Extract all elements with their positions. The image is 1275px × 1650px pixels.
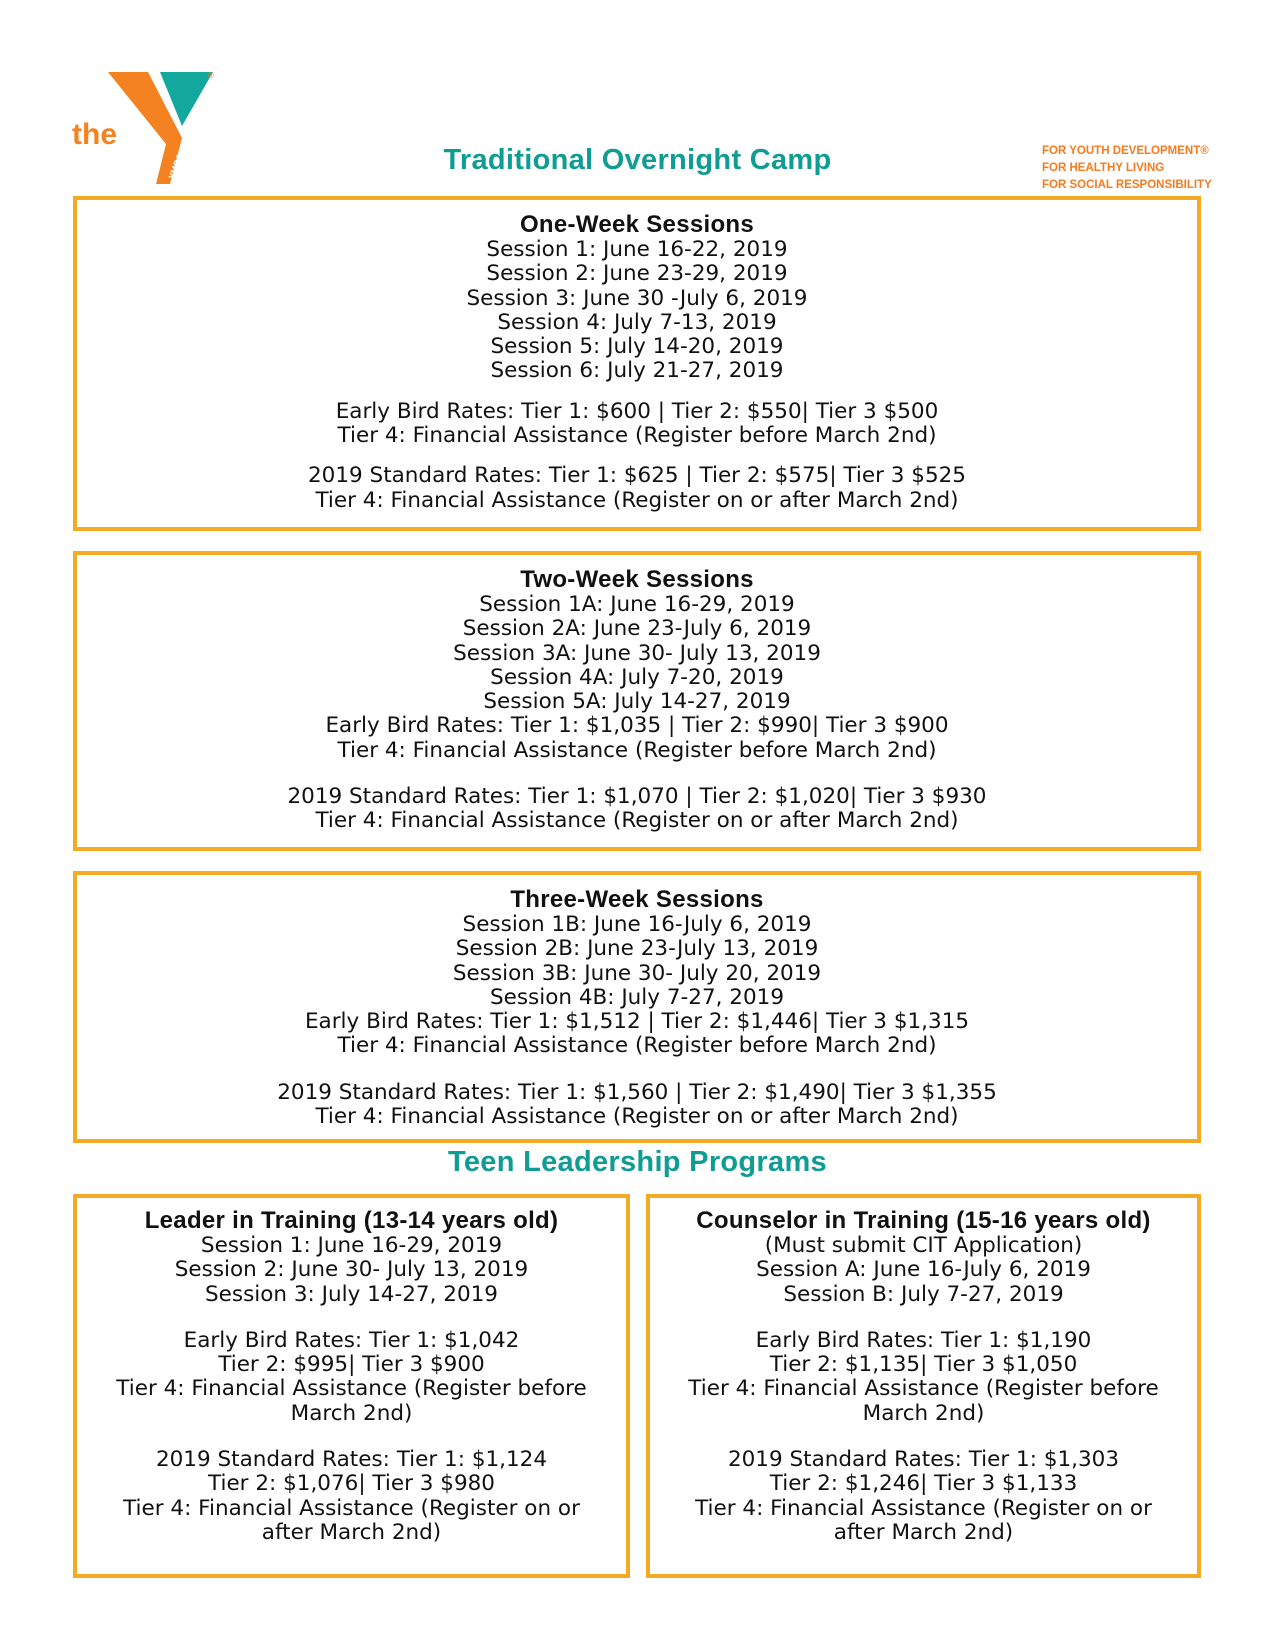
session-line: Session 2: June 30- July 13, 2019 [174,1257,529,1283]
early-bird-tier4: Tier 4: Financial Assistance (Register before March 2nd) [337,1033,937,1059]
standard-tier4: after March 2nd) [261,1519,442,1545]
early-bird-rates: Tier 2: $995| Tier 3 $900 [218,1352,485,1378]
standard-rates: Tier 2: $1,076| Tier 3 $980 [208,1471,495,1497]
early-bird-tier4: Tier 4: Financial Assistance (Register before [688,1376,1159,1402]
session-line: Session 5A: July 14-27, 2019 [483,689,791,715]
tagline-line: FOR HEALTHY LIVING [1042,162,1165,174]
section-heading: Leader in Training (13-14 years old) [144,1207,559,1234]
tagline-line: FOR SOCIAL RESPONSIBILITY [1042,179,1212,191]
early-bird-rates: Early Bird Rates: Tier 1: $1,512 | Tier 2: $1,446| Tier 3 $1,315 [304,1009,970,1035]
session-line: Session 3B: June 30- July 20, 2019 [452,960,822,986]
session-line: Session 3: July 14-27, 2019 [205,1281,498,1307]
early-bird-rates: Early Bird Rates: Tier 1: $1,190 [755,1327,1092,1353]
early-bird-rates: Early Bird Rates: Tier 1: $1,035 | Tier 2: $990| Tier 3 $900 [325,713,949,739]
session-line: Session B: July 7-27, 2019 [783,1281,1064,1307]
early-bird-rates: Early Bird Rates: Tier 1: $1,042 [183,1327,520,1353]
standard-rates: 2019 Standard Rates: Tier 1: $1,070 | Tier 2: $1,020| Tier 3 $930 [287,784,987,810]
standard-tier4: after March 2nd) [833,1519,1014,1545]
logo-word: the [72,118,117,151]
standard-tier4: Tier 4: Financial Assistance (Register on or after March 2nd) [315,1104,959,1130]
standard-rates: Tier 2: $1,246| Tier 3 $1,133 [769,1471,1078,1497]
session-line: Session A: June 16-July 6, 2019 [756,1257,1091,1283]
page-title: Traditional Overnight Camp [443,144,832,176]
standard-rates: 2019 Standard Rates: Tier 1: $625 | Tier 2: $575| Tier 3 $525 [308,463,966,489]
session-line: Session 6: July 21-27, 2019 [490,358,784,384]
session-line: Session 3A: June 30- July 13, 2019 [453,640,821,666]
early-bird-tier4: March 2nd) [290,1400,413,1426]
early-bird-tier4: Tier 4: Financial Assistance (Register before [116,1376,587,1402]
section-heading: One-Week Sessions [519,211,755,238]
logo-trademark: ® [208,71,214,80]
one-week-sessions-box [73,196,1201,531]
standard-rates: 2019 Standard Rates: Tier 1: $1,124 [155,1447,548,1473]
session-line: Session 4A: July 7-20, 2019 [490,664,784,690]
early-bird-tier4: Tier 4: Financial Assistance (Register before March 2nd) [337,423,937,449]
session-line: Session 2B: June 23-July 13, 2019 [455,936,819,962]
section-heading: Counselor in Training (15-16 years old) [696,1207,1151,1234]
standard-rates: 2019 Standard Rates: Tier 1: $1,560 | Tier 2: $1,490| Tier 3 $1,355 [277,1079,997,1105]
standard-rates: 2019 Standard Rates: Tier 1: $1,303 [727,1447,1120,1473]
session-line: Session 1: June 16-22, 2019 [486,237,788,262]
three-week-sessions-box [73,871,1201,1143]
logo-ymca-letters: YMCA [166,152,185,181]
session-line: Session 1B: June 16-July 6, 2019 [462,912,812,937]
standard-tier4: Tier 4: Financial Assistance (Register on or after March 2nd) [315,808,959,834]
session-line: Session 1: June 16-29, 2019 [200,1233,503,1258]
session-line: Session 2A: June 23-July 6, 2019 [462,616,812,642]
session-line: Session 1A: June 16-29, 2019 [479,592,795,617]
session-line: Session 4: July 7-13, 2019 [497,309,777,335]
session-line: Session 2: June 23-29, 2019 [486,261,788,287]
tagline-line: FOR YOUTH DEVELOPMENT® [1042,145,1209,157]
counselor-in-training-box [646,1194,1201,1578]
session-line: Session 5: July 14-20, 2019 [490,334,784,360]
early-bird-rates: Early Bird Rates: Tier 1: $600 | Tier 2: $550| Tier 3 $500 [335,398,939,424]
section-heading: Two-Week Sessions [520,566,754,593]
standard-tier4: Tier 4: Financial Assistance (Register on or after March 2nd) [315,487,959,513]
cit-application-note: (Must submit CIT Application) [764,1233,1083,1258]
early-bird-rates: Tier 2: $1,135| Tier 3 $1,050 [769,1352,1078,1378]
early-bird-tier4: Tier 4: Financial Assistance (Register before March 2nd) [337,737,937,763]
early-bird-tier4: March 2nd) [862,1400,985,1426]
leader-in-training-box [73,1194,630,1578]
section-heading: Three-Week Sessions [510,886,764,913]
two-week-sessions-box [73,551,1201,851]
standard-tier4: Tier 4: Financial Assistance (Register on or [123,1495,580,1521]
standard-tier4: Tier 4: Financial Assistance (Register on or [695,1495,1152,1521]
teen-section-title: Teen Leadership Programs [448,1146,827,1178]
session-line: Session 3: June 30 -July 6, 2019 [466,285,808,311]
session-line: Session 4B: July 7-27, 2019 [489,984,785,1010]
